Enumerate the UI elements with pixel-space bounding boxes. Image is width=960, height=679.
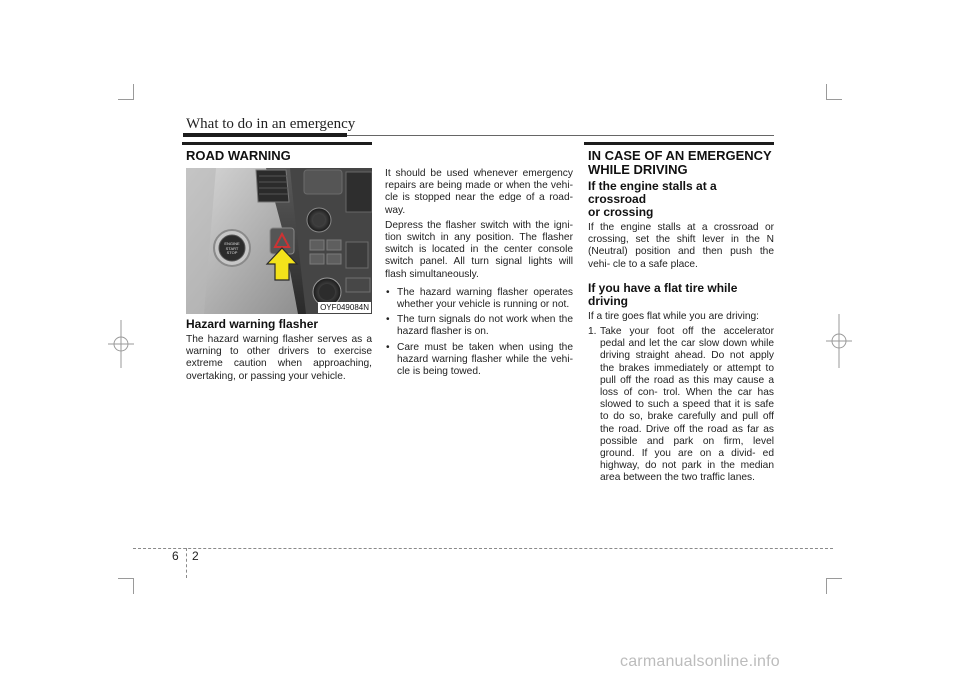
crop-mark xyxy=(826,578,827,594)
paragraph-flat-tire: If a tire goes flat while you are driving: xyxy=(588,310,760,322)
page-number: 2 xyxy=(192,549,199,563)
footer-rule xyxy=(133,548,833,549)
section-title-road-warning xyxy=(186,142,372,163)
page-header-title: What to do in an emergency xyxy=(186,116,356,132)
subheading-flat-tire: If you have a flat tire while driving xyxy=(588,280,738,308)
crop-mark xyxy=(133,578,134,594)
section-title-emergency-driving xyxy=(588,142,774,177)
step-text: Take your foot off the accelerator pedal and let the car slow down while driving straight ahead. Do not apply the brakes immediately or attempt to pull off the road as this may cause a loss of con- trol. When the car has slowed to such a speed that it is safe to do so, brake carefully and pull off the road. Drive off the road as far as possible and park on firm, level ground. If you are on a divid- ed highway, do not park in the median area between the two traffic lanes. xyxy=(600,326,774,484)
crop-mark xyxy=(826,99,842,100)
section-title-text-line1: IN CASE OF AN EMERGENCY xyxy=(588,148,772,163)
subheading-line: If the engine stalls at a crossroad xyxy=(588,179,717,206)
left-column xyxy=(186,318,372,383)
right-column xyxy=(588,180,774,485)
chapter-number: 6 xyxy=(172,549,179,563)
crop-mark xyxy=(133,84,134,100)
section-title-text: ROAD WARNING xyxy=(186,148,291,163)
list-item: • The turn signals do not work when the hazard flasher is on. xyxy=(385,314,573,338)
subheading-hazard-warning-flasher: Hazard warning flasher xyxy=(186,317,319,331)
list-item: • Care must be taken when using the hazard warning flasher while the vehi- cle is being towed. xyxy=(385,342,573,379)
paragraph-usage: It should be used whenever emergency repairs are being made or when the vehi- cle is stopped near the edge of a road- way. xyxy=(385,168,573,216)
section-title-bar xyxy=(182,142,372,145)
dashboard-illustration xyxy=(186,168,372,314)
watermark: carmanualsonline.info xyxy=(620,653,780,670)
section-title-text-line2: WHILE DRIVING xyxy=(588,162,688,177)
figure-code: OYF049084N xyxy=(320,303,369,312)
registration-mark-right xyxy=(826,314,852,368)
flat-tire-steps xyxy=(588,326,774,485)
crop-mark xyxy=(826,578,842,579)
footer-divider xyxy=(186,548,187,578)
section-title-bar xyxy=(584,142,774,145)
registration-mark-left xyxy=(108,320,134,368)
engine-start-button-label: ENGINE START STOP xyxy=(224,241,240,255)
subheading-line: or crossing xyxy=(588,205,654,219)
crop-mark xyxy=(118,99,134,100)
header-bar xyxy=(183,133,347,137)
subheading-engine-stalls xyxy=(588,180,774,219)
list-item xyxy=(588,326,774,485)
hazard-notes-list xyxy=(385,287,573,378)
middle-column xyxy=(385,168,573,381)
paragraph-depress-switch: Depress the flasher switch with the igni- tion switch in any position. The flasher switch is located in the center console switch panel. All turn signal lights will flash simultaneously. xyxy=(385,219,573,280)
crop-mark xyxy=(826,84,827,100)
header-rule xyxy=(347,135,774,136)
step-number: 1. xyxy=(588,326,597,338)
list-item: • The hazard warning flasher operates whether your vehicle is running or not. xyxy=(385,287,573,311)
hazard-switch-photo xyxy=(186,168,372,314)
crop-mark xyxy=(118,578,134,579)
paragraph-hazard-flasher: The hazard warning flasher serves as a warning to other drivers to exercise extreme caution when approaching, overtaking, or passing your vehicle. xyxy=(186,334,372,382)
paragraph-engine-stalls: If the engine stalls at a crossroad or crossing, set the shift lever in the N (Neutral) position and then push the vehi- cle to a safe place. xyxy=(588,222,774,270)
